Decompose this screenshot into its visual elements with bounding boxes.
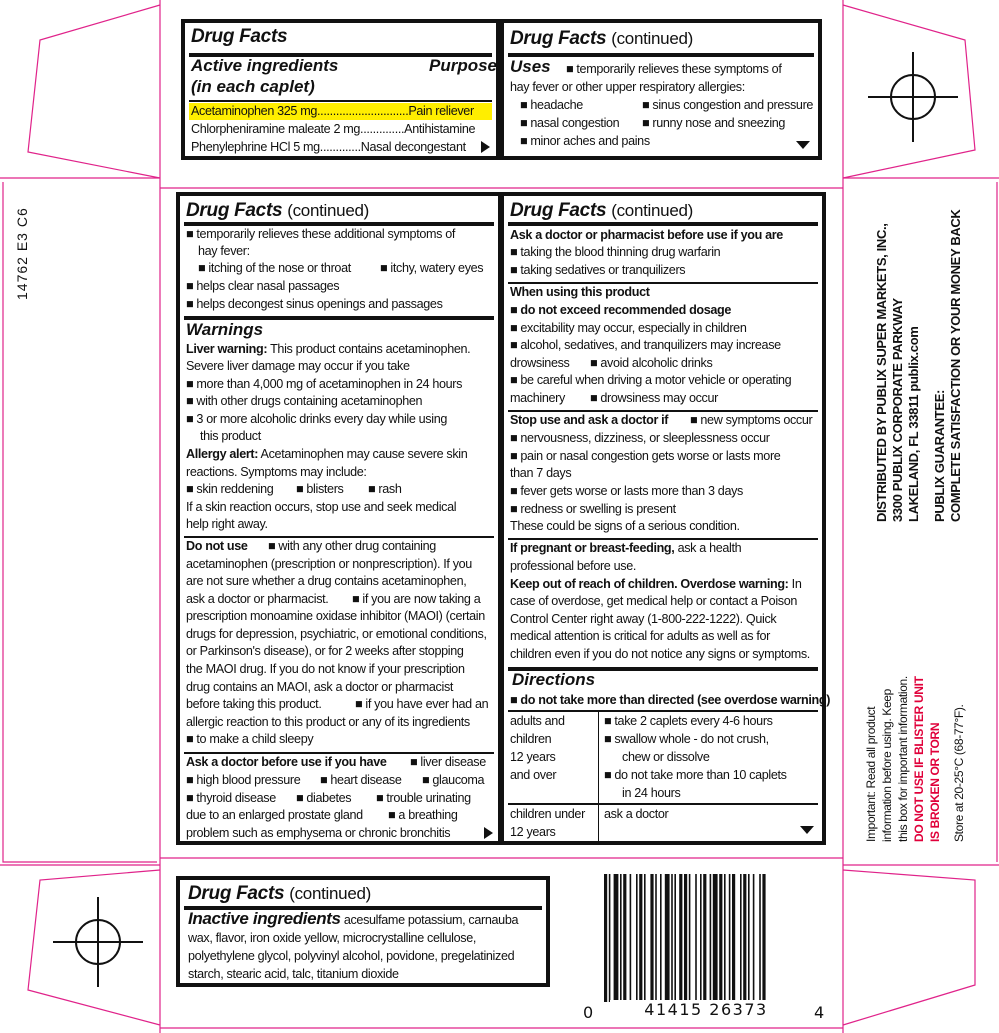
dosage-instruction: ■ take 2 caplets every 4-6 hours: [604, 714, 773, 728]
inactive-line: starch, stearic acid, talc, titanium dioxide: [188, 967, 399, 981]
drug-facts-title: Drug Facts (continued): [186, 200, 369, 221]
do-not-use-line: drugs for depression, psychiatric, or emotional conditions,: [186, 627, 487, 641]
barcode-bar: [684, 874, 687, 1002]
uses-item: ■ helps clear nasal passages: [186, 279, 340, 293]
when-using-item: machinery: [510, 391, 565, 405]
ask-pharmacist-heading: Ask a doctor or pharmacist before use if you are: [510, 228, 783, 242]
continue-arrow-icon: [481, 141, 490, 153]
drug-facts-panel-uses: [500, 19, 822, 160]
liver-warning-line: ■ with other drugs containing acetaminophen: [186, 394, 423, 408]
blister-warning: IS BROKEN OR TORN: [928, 722, 942, 842]
overdose-line: medical attention is critical for adults as well as for: [510, 629, 771, 643]
stop-use-item: ■ pain or nasal congestion gets worse or lasts more: [510, 449, 781, 463]
do-not-use-line: are not sure whether a drug contains acetaminophen,: [186, 574, 467, 588]
barcode-bar: [724, 874, 726, 1002]
do-not-use-line: allergic reaction to this product or any of its ingredients: [186, 715, 470, 729]
stop-use-item: ■ new symptoms occur: [690, 413, 813, 427]
allergy-item: ■ skin reddening: [186, 482, 274, 496]
uses-item: ■ itching of the nose or throat: [198, 261, 351, 275]
overdose-line: children even if you do not notice any signs or symptoms.: [510, 647, 810, 661]
barcode-bar: [614, 874, 619, 1002]
barcode-bar: [740, 874, 742, 1002]
barcode-bar: [689, 874, 691, 1002]
barcode-bar: [674, 874, 676, 1002]
inactive-ingredients: Inactive ingredients acesulfame potassium, carnauba: [188, 909, 519, 928]
liver-warning-line: ■ more than 4,000 mg of acetaminophen in 24 hours: [186, 377, 463, 391]
lot-code: 14762 E3 C6: [14, 207, 30, 300]
drug-facts-panel-active: [181, 19, 500, 160]
do-not-use-line: acetaminophen (prescription or nonprescription). If you: [186, 557, 472, 571]
dosage-age: children: [510, 732, 552, 746]
dosage-instruction: in 24 hours: [622, 786, 681, 800]
barcode-bar: [630, 874, 632, 1002]
do-not-use-line: ■ with any other drug containing: [268, 539, 436, 553]
barcode-bar: [748, 874, 750, 1002]
allergy-item: ■ blisters: [296, 482, 344, 496]
dosage-age: 12 years: [510, 750, 556, 764]
ask-pharmacist-item: ■ taking sedatives or tranquilizers: [510, 263, 686, 277]
continue-arrow-icon: [484, 827, 493, 839]
dosage-age: and over: [510, 768, 557, 782]
drug-facts-title: Drug Facts: [191, 26, 288, 47]
when-using-item: ■ drowsiness may occur: [590, 391, 718, 405]
barcode-digit-left: 0: [583, 1003, 594, 1022]
storage-note: Store at 20-25°C (68-77°F).: [952, 704, 966, 842]
ask-doctor-item: ■ heart disease: [320, 773, 402, 787]
dosage-instruction: ■ swallow whole - do not crush,: [604, 732, 769, 746]
barcode-bar: [719, 874, 722, 1002]
drug-facts-title: Drug Facts (continued): [510, 28, 693, 49]
drug-facts-title: Drug Facts (continued): [188, 883, 371, 904]
uses-item: ■ runny nose and sneezing: [642, 116, 786, 130]
do-not-use-line: or Parkinson's disease), or for 2 weeks after stopping: [186, 644, 464, 658]
do-not-use-line: the MAOI drug. If you do not know if your prescription: [186, 662, 465, 676]
barcode-bar: [679, 874, 682, 1002]
allergy-line: If a skin reaction occurs, stop use and seek medical: [186, 500, 457, 514]
distributor-line: 3300 PUBLIX CORPORATE PARKWAY: [890, 298, 905, 522]
barcode-bar: [729, 874, 731, 1002]
stop-use-item: than 7 days: [510, 466, 572, 480]
ingredient-chlorpheniramine: Chlorpheniramine maleate 2 mg..............Antihistamine: [191, 122, 476, 136]
barcode-bar: [753, 874, 755, 1002]
ask-doctor-item: ■ trouble urinating: [376, 791, 471, 805]
overdose-line: Control Center right away (1-800-222-1222). Quick: [510, 612, 777, 626]
continue-arrow-icon: [796, 141, 810, 149]
barcode-bar: [695, 874, 697, 1002]
uses-line: hay fever:: [198, 244, 250, 258]
warnings-heading: Warnings: [186, 320, 264, 339]
when-using-item: ■ excitability may occur, especially in children: [510, 321, 747, 335]
overdose-line: case of overdose, get medical help or contact a Poison: [510, 594, 798, 608]
drug-facts-title: Drug Facts (continued): [510, 200, 693, 221]
barcode-bar: [671, 874, 673, 1002]
when-using-heading: When using this product: [510, 285, 650, 299]
ask-doctor-item: due to an enlarged prostate gland: [186, 808, 363, 822]
barcode-bar: [639, 874, 642, 1002]
dosage-age: children under: [510, 807, 585, 821]
stop-use-item: These could be signs of a serious condition.: [510, 519, 740, 533]
guarantee-line: PUBLIX GUARANTEE:: [932, 390, 947, 522]
barcode-bar: [609, 874, 611, 1002]
uses-line: ■ temporarily relieves these symptoms of: [566, 62, 782, 76]
dosage-instruction: chew or dissolve: [622, 750, 710, 764]
barcode-bar: [665, 874, 670, 1002]
important-note: information before using. Keep: [880, 689, 894, 842]
dosage-age: 12 years: [510, 825, 556, 839]
important-note: Important: Read all product: [864, 706, 878, 842]
ingredient-acetaminophen: Acetaminophen 325 mg.............................Pain reliever: [189, 103, 492, 120]
ask-doctor-item: ■ liver disease: [410, 755, 486, 769]
allergy-alert: Allergy alert: Acetaminophen may cause severe skin: [186, 447, 468, 461]
barcode-bar: [623, 874, 626, 1002]
barcode-bar: [703, 874, 706, 1002]
barcode-bar: [604, 874, 607, 1002]
uses-line: ■ temporarily relieves these additional symptoms of: [186, 227, 456, 241]
drug-facts-panel-warnings: [176, 192, 502, 845]
pregnancy-warning: If pregnant or breast-feeding, ask a health: [510, 541, 742, 555]
drug-facts-panel-inactive: [176, 876, 550, 987]
barcode-bar: [636, 874, 638, 1002]
uses-heading: Uses: [510, 57, 551, 76]
do-not-use: Do not use: [186, 539, 248, 553]
distributor-line: DISTRIBUTED BY PUBLIX SUPER MARKETS, INC.,: [874, 223, 889, 522]
liver-warning-line: Severe liver damage may occur if you take: [186, 359, 410, 373]
do-not-use-line: ■ if you have ever had an: [355, 697, 489, 711]
barcode-bar: [713, 874, 718, 1002]
inactive-line: polyethylene glycol, polyvinyl alcohol, povidone, pregelatinized: [188, 949, 515, 963]
stop-use-item: ■ fever gets worse or lasts more than 3 days: [510, 484, 743, 498]
distributor-line: LAKELAND, FL 33811 publix.com: [906, 326, 921, 522]
important-note: this box for important information.: [896, 676, 910, 842]
uses-item: ■ sinus congestion and pressure: [642, 98, 814, 112]
do-not-use-line: drug contains an MAOI, ask a doctor or pharmacist: [186, 680, 454, 694]
allergy-line: reactions. Symptoms may include:: [186, 465, 367, 479]
when-using-item: ■ be careful when driving a motor vehicle or operating: [510, 373, 792, 387]
stop-use-heading: Stop use and ask a doctor if: [510, 413, 669, 427]
do-not-use-line: prescription monoamine oxidase inhibitor (MAOI) (certain: [186, 609, 485, 623]
uses-item: ■ nasal congestion: [520, 116, 620, 130]
barcode-bar: [655, 874, 657, 1002]
uses-item: ■ helps decongest sinus openings and passages: [186, 297, 443, 311]
liver-warning: Liver warning: This product contains acetaminophen.: [186, 342, 471, 356]
dosage-age: adults and: [510, 714, 565, 728]
ask-doctor-item: ■ diabetes: [296, 791, 352, 805]
dosage-instruction: ask a doctor: [604, 807, 669, 821]
when-using-item: drowsiness: [510, 356, 570, 370]
barcode-bar: [710, 874, 712, 1002]
barcode-digit-right: 4: [814, 1003, 825, 1022]
when-using-item: ■ do not exceed recommended dosage: [510, 303, 732, 317]
uses-line: hay fever or other upper respiratory allergies:: [510, 80, 745, 94]
ask-doctor-item: ■ glaucoma: [422, 773, 485, 787]
uses-item: ■ itchy, watery eyes: [380, 261, 484, 275]
ask-doctor-item: problem such as emphysema or chronic bronchitis: [186, 826, 451, 840]
guarantee-line: COMPLETE SATISFACTION OR YOUR MONEY BACK: [948, 209, 963, 522]
uses-item: ■ minor aches and pains: [520, 134, 650, 148]
overdose-warning: Keep out of reach of children. Overdose warning: In: [510, 577, 802, 591]
continue-arrow-icon: [800, 826, 814, 834]
when-using-item: ■ alcohol, sedatives, and tranquilizers may increase: [510, 338, 781, 352]
when-using-item: ■ avoid alcoholic drinks: [590, 356, 713, 370]
ask-doctor-item: ■ high blood pressure: [186, 773, 301, 787]
ask-doctor-heading: Ask a doctor before use if you have: [186, 755, 387, 769]
stop-use-item: ■ nervousness, dizziness, or sleeplessness occur: [510, 431, 770, 445]
inactive-line: wax, flavor, iron oxide yellow, microcrystalline cellulose,: [188, 931, 477, 945]
blister-warning: DO NOT USE IF BLISTER UNIT: [912, 676, 926, 842]
directions-heading: Directions: [512, 670, 596, 689]
ask-pharmacist-item: ■ taking the blood thinning drug warfarin: [510, 245, 721, 259]
active-ingredients-heading: Active ingredients: [191, 56, 339, 75]
barcode-bar: [700, 874, 702, 1002]
do-not-use-line: ■ if you are now taking a: [352, 592, 481, 606]
active-ingredients-subheading: (in each caplet): [191, 77, 315, 96]
barcode-bar: [759, 874, 761, 1002]
ingredient-phenylephrine: Phenylephrine HCl 5 mg.............Nasal decongestant: [191, 140, 466, 154]
barcode-digits: 41415 26373: [610, 1000, 802, 1019]
directions-warning: ■ do not take more than directed (see overdose warning): [510, 693, 831, 707]
barcode-bar: [762, 874, 765, 1002]
drug-facts-panel-directions: [500, 192, 831, 845]
dosage-instruction: ■ do not take more than 10 caplets: [604, 768, 787, 782]
allergy-line: help right away.: [186, 517, 268, 531]
do-not-use-line: ■ to make a child sleepy: [186, 732, 314, 746]
ask-doctor-item: ■ thyroid disease: [186, 791, 276, 805]
barcode-bar: [732, 874, 735, 1002]
barcode-bar: [743, 874, 746, 1002]
barcode-bar: [660, 874, 662, 1002]
uses-item: ■ headache: [520, 98, 583, 112]
liver-warning-line: ■ 3 or more alcoholic drinks every day while using: [186, 412, 447, 426]
ask-doctor-item: ■ a breathing: [388, 808, 458, 822]
do-not-use-line: ask a doctor or pharmacist.: [186, 592, 329, 606]
pregnancy-line: professional before use.: [510, 559, 637, 573]
allergy-item: ■ rash: [368, 482, 402, 496]
liver-warning-line: this product: [200, 429, 261, 443]
stop-use-item: ■ redness or swelling is present: [510, 502, 676, 516]
barcode-bar: [644, 874, 646, 1002]
do-not-use-line: before taking this product.: [186, 697, 322, 711]
purpose-heading: Purpose: [429, 56, 498, 75]
barcode-bar: [650, 874, 653, 1002]
barcode-bar: [620, 874, 622, 1002]
